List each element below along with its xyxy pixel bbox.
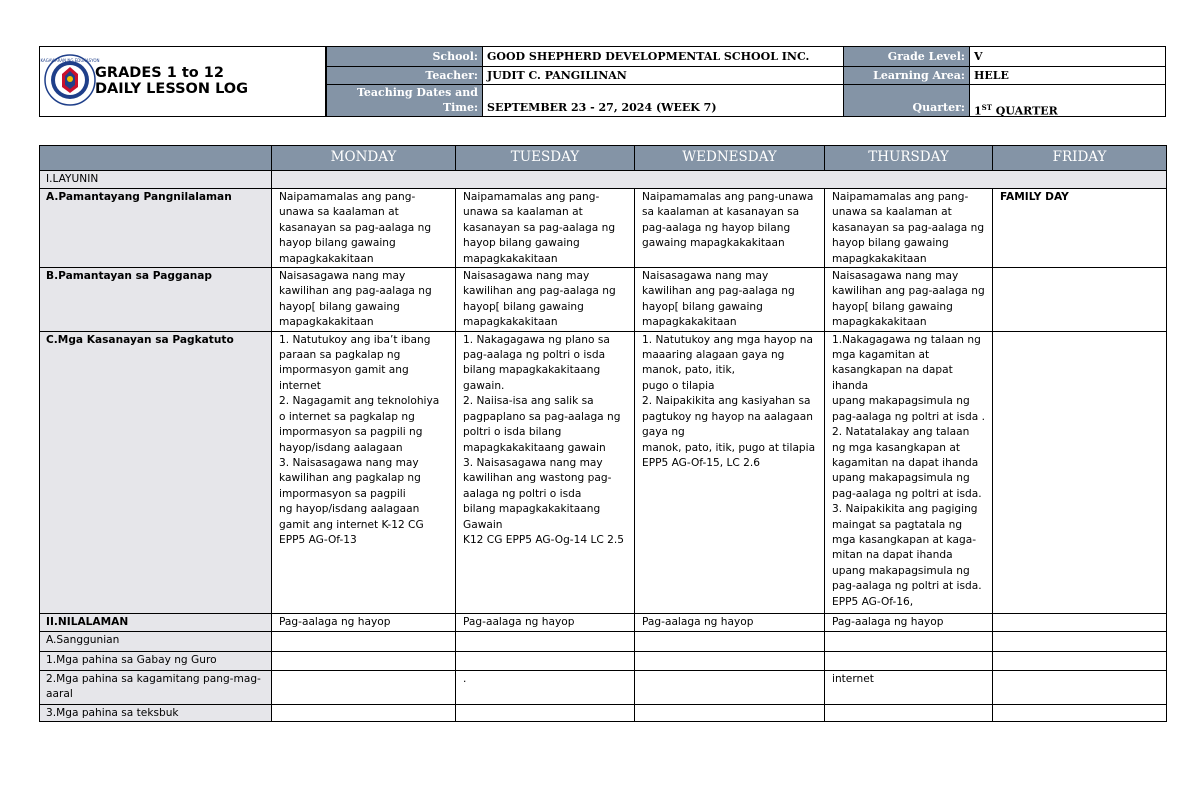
kasanayan-monday: 1. Natutukoy ang iba’t ibang paraan sa pagkalap ng impormasyon gamit ang internet 2. Nagagamit ang teknolohiya o internet sa pagkalap ng impormasyon sa pagpili ng hayop/isdang aalagaan 3. Naisasagawa nang may kawilihan ang pagkalap ng impormasyon sa pagpili ng hayop/isdang aalagaan gamit ang internet K-12 CG EPP5 AG-Of-13 [272, 331, 456, 613]
table-row [40, 268, 1167, 332]
pamantayang-friday: FAMILY DAY [993, 189, 1167, 268]
header-divider [326, 66, 1165, 67]
svg-text:KAGAWARAN NG EDUKASYON: KAGAWARAN NG EDUKASYON [40, 58, 100, 63]
table-cell [272, 704, 456, 721]
table-cell [993, 704, 1167, 721]
day-header-monday: MONDAY [272, 146, 456, 171]
log-title-line2: DAILY LESSON LOG [95, 81, 249, 97]
pagganap-label: B.Pamantayan sa Pagganap [40, 268, 272, 332]
quarter-word: QUARTER [991, 104, 1058, 118]
nilalaman-label: II.NILALAMAN [40, 613, 272, 631]
lesson-plan-table [39, 145, 1167, 722]
quarter-label: Quarter: [843, 85, 969, 116]
table-row [40, 189, 1167, 268]
kasanayan-wednesday: 1. Natutukoy ang mga hayop na maaaring alagaan gaya ng manok, pato, itik, pugo o tilapia 2. Naipakikita ang kasiyahan sa pagtukoy ng hayop na aalagaan gaya ng manok, pato, itik, pugo at tilapia EPP5 AG-Of-15, LC 2.6 [635, 331, 825, 613]
school-label: School: [326, 47, 482, 66]
header-divider [326, 47, 327, 116]
table-cell [272, 651, 456, 670]
teacher-value: JUDIT C. PANGILINAN [482, 67, 843, 84]
table-cell [635, 651, 825, 670]
kasanayan-thursday: 1.Nakagagawa ng talaan ng mga kagamitan at kasangkapan na dapat ihanda upang makapagsimula ng pag-aalaga ng poltri at isda . 2. Natatalakay ang talaan ng mga kasangkapan at kagamitan na dapat ihanda upang makapagsimula ng pag-aalaga ng poltri at isda. 3. Naipakikita ang pagiging maingat sa pagtatala ng mga kasangkapan at kaga- mitan na dapat ihanda upang makapagsimula ng pag-aalaga ng poltri at isda. EPP5 AG-Of-16, [825, 331, 993, 613]
grade-value: V [969, 47, 1165, 66]
quarter-suffix: ST [981, 103, 992, 112]
kagamitan-thursday: internet [825, 670, 993, 704]
pamantayang-wednesday: Naipamamalas ang pang-unawa sa kaalaman at kasanayan sa pag-aalaga ng hayop bilang gawaing mapagkakakitaan [635, 189, 825, 268]
kasanayan-friday [993, 331, 1167, 613]
kagamitan-wednesday [635, 670, 825, 704]
log-title-line1: GRADES 1 to 12 [95, 65, 224, 81]
kasanayan-tuesday: 1. Nakagagawa ng plano sa pag-aalaga ng poltri o isda bilang mapagkakakitaang gawain. 2. Naiisa-isa ang salik sa pagpaplano sa pag-aalaga ng poltri o isda bilang mapagkakakitaang gawain 3. Naisasagawa nang may kawilihan ang wastong pag-aalaga ng poltri o isda bilang mapagkakakitaang Gawain K12 CG EPP5 AG-Og-14 LC 2.5 [456, 331, 635, 613]
logo-cell [40, 47, 326, 116]
table-row [40, 171, 1167, 189]
table-cell [456, 631, 635, 651]
area-label: Learning Area: [843, 67, 969, 84]
dates-label [326, 85, 482, 116]
layunin-label: I.LAYUNIN [40, 171, 272, 189]
sanggunian-label: A.Sanggunian [40, 631, 272, 651]
dates-label-line1: Teaching Dates and [356, 86, 478, 99]
table-cell [635, 704, 825, 721]
kasanayan-label: C.Mga Kasanayan sa Pagkatuto [40, 331, 272, 613]
table-row [40, 651, 1167, 670]
nilalaman-friday [993, 613, 1167, 631]
quarter-number: 1 [974, 104, 982, 118]
table-row [40, 613, 1167, 631]
nilalaman-thursday: Pag-aalaga ng hayop [825, 613, 993, 631]
table-cell [993, 651, 1167, 670]
table-cell [272, 631, 456, 651]
kagamitan-monday [272, 670, 456, 704]
kagamitan-label: 2.Mga pahina sa kagamitang pang-mag-aaral [40, 670, 272, 704]
pamantayang-monday: Naipamamalas ang pang-unawa sa kaalaman at kasanayan sa pag-aalaga ng hayop bilang gawaing mapagkakakitaan [272, 189, 456, 268]
teksbuk-label: 3.Mga pahina sa teksbuk [40, 704, 272, 721]
table-row [40, 631, 1167, 651]
school-value: GOOD SHEPHERD DEVELOPMENTAL SCHOOL INC. [482, 47, 843, 66]
area-value: HELE [969, 67, 1165, 84]
pagganap-monday: Naisasagawa nang may kawilihan ang pag-aalaga ng hayop[ bilang gawaing mapagkakakitaan [272, 268, 456, 332]
table-cell [993, 631, 1167, 651]
day-header-tuesday: TUESDAY [456, 146, 635, 171]
table-row [40, 331, 1167, 613]
corner-cell [40, 146, 272, 171]
day-header-wednesday: WEDNESDAY [635, 146, 825, 171]
kagamitan-tuesday: . [456, 670, 635, 704]
pagganap-wednesday: Naisasagawa nang may kawilihan ang pag-aalaga ng hayop[ bilang gawaing mapagkakakitaan [635, 268, 825, 332]
pamantayang-tuesday: Naipamamalas ang pang-unawa sa kaalaman at kasanayan sa pag-aalaga ng hayop bilang gawaing mapagkakakitaan [456, 189, 635, 268]
table-row [40, 704, 1167, 721]
deped-seal-icon [40, 54, 100, 106]
nilalaman-wednesday: Pag-aalaga ng hayop [635, 613, 825, 631]
lesson-log-header [39, 46, 1166, 117]
table-cell [456, 651, 635, 670]
pagganap-tuesday: Naisasagawa nang may kawilihan ang pag-aalaga ng hayop[ bilang gawaing mapagkakakitaan [456, 268, 635, 332]
pamantayang-label: A.Pamantayang Pangnilalaman [40, 189, 272, 268]
kagamitan-friday [993, 670, 1167, 704]
nilalaman-tuesday: Pag-aalaga ng hayop [456, 613, 635, 631]
table-cell [825, 704, 993, 721]
table-cell [825, 651, 993, 670]
table-cell [456, 704, 635, 721]
table-cell [825, 631, 993, 651]
dates-label-line2: Time: [442, 101, 478, 114]
log-title [95, 65, 248, 97]
nilalaman-monday: Pag-aalaga ng hayop [272, 613, 456, 631]
header-divider [326, 84, 1165, 85]
pagganap-friday [993, 268, 1167, 332]
pamantayang-thursday: Naipamamalas ang pang-unawa sa kaalaman at kasanayan sa pag-aalaga ng hayop bilang gawaing mapagkakakitaan [825, 189, 993, 268]
day-header-thursday: THURSDAY [825, 146, 993, 171]
pagganap-thursday: Naisasagawa nang may kawilihan ang pag-aalaga ng hayop[ bilang gawaing mapagkakakitaan [825, 268, 993, 332]
gabay-label: 1.Mga pahina sa Gabay ng Guro [40, 651, 272, 670]
grade-label: Grade Level: [843, 47, 969, 66]
table-cell [635, 631, 825, 651]
day-header-row [40, 146, 1167, 171]
dates-value: SEPTEMBER 23 - 27, 2024 (WEEK 7) [482, 85, 843, 116]
table-row [40, 670, 1167, 704]
layunin-span [272, 171, 1167, 189]
teacher-label: Teacher: [326, 67, 482, 84]
quarter-value [969, 85, 1165, 116]
day-header-friday: FRIDAY [993, 146, 1167, 171]
